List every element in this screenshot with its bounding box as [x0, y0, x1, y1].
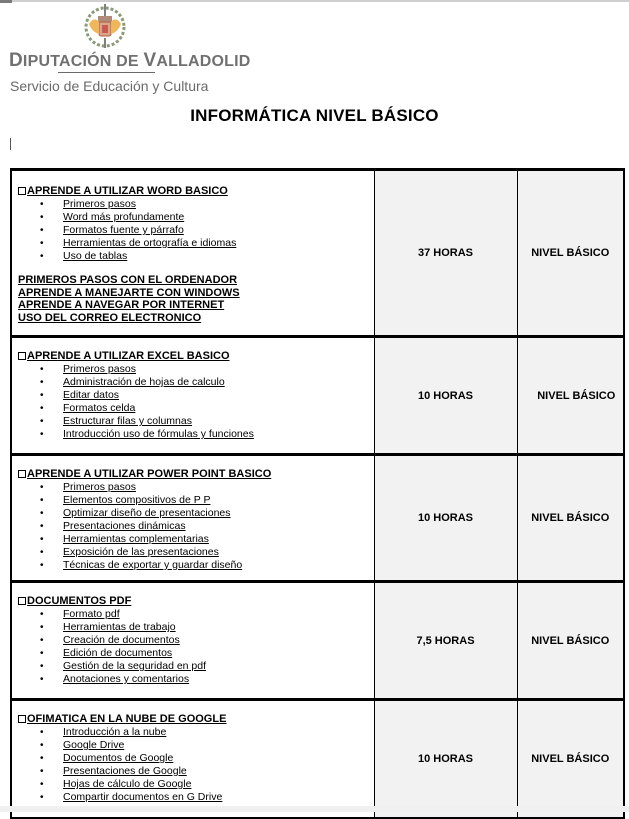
- checkbox-icon[interactable]: [18, 352, 26, 360]
- bullet-icon: •: [40, 403, 44, 414]
- bullet-icon: •: [40, 482, 44, 493]
- topic-list: [18, 481, 368, 572]
- bullet-icon: •: [40, 622, 44, 633]
- course-title-text: APRENDE A UTILIZAR WORD BASICO: [27, 185, 228, 197]
- topic-item: [18, 546, 368, 559]
- topic-item: [18, 224, 368, 237]
- bullet-icon: •: [40, 429, 44, 440]
- bullet-icon: •: [40, 766, 44, 777]
- topic-label: Creación de documentos: [63, 634, 180, 646]
- checkbox-icon[interactable]: [18, 715, 26, 723]
- topic-label: Documentos de Google: [63, 752, 174, 764]
- organization-name: [9, 50, 251, 72]
- topic-item: [18, 415, 368, 428]
- topic-item: [18, 533, 368, 546]
- checkbox-icon[interactable]: [18, 470, 26, 478]
- topic-label: Editar datos: [63, 389, 120, 401]
- topic-item: [18, 778, 368, 791]
- topic-label: Presentaciones dinámicas: [63, 520, 186, 532]
- course-hours: 10 HORAS: [374, 455, 517, 582]
- topic-item: [18, 507, 368, 520]
- bullet-icon: •: [40, 377, 44, 388]
- topic-item: [18, 402, 368, 415]
- topic-label: Administración de hojas de calculo: [63, 376, 225, 388]
- course-row: [11, 700, 624, 818]
- topic-item: [18, 660, 368, 673]
- course-row: [11, 170, 624, 337]
- bullet-icon: •: [40, 251, 44, 262]
- topic-label: Primeros pasos: [63, 198, 136, 210]
- bullet-icon: •: [40, 779, 44, 790]
- topic-item: [18, 363, 368, 376]
- extra-topics: [18, 274, 368, 324]
- topic-label: Formatos celda: [63, 402, 136, 414]
- topic-item: [18, 634, 368, 647]
- topic-label: Formato pdf: [63, 608, 120, 620]
- topic-label: Introducción uso de fórmulas y funciones: [63, 428, 254, 440]
- topic-label: Edición de documentos: [63, 647, 173, 659]
- topic-label: Gestión de la seguridad en pdf: [63, 660, 207, 672]
- extra-topic-item: PRIMEROS PASOS CON EL ORDENADOR: [18, 274, 238, 286]
- coat-of-arms-icon: [82, 2, 128, 50]
- topic-item: [18, 765, 368, 778]
- org-name-part1: IPUTACIÓN DE: [22, 53, 144, 70]
- bullet-icon: •: [40, 416, 44, 427]
- course-title: [18, 468, 368, 480]
- topic-label: Anotaciones y comentarios: [63, 673, 190, 685]
- checkbox-icon[interactable]: [18, 187, 26, 195]
- course-description-cell: [11, 337, 374, 455]
- course-row: [11, 337, 624, 455]
- topic-item: [18, 520, 368, 533]
- topic-item: [18, 608, 368, 621]
- topic-label: Hojas de cálculo de Google: [63, 778, 192, 790]
- topic-label: Primeros pasos: [63, 363, 136, 375]
- topic-item: [18, 647, 368, 660]
- bullet-icon: •: [40, 661, 44, 672]
- extra-topic-item: USO DEL CORREO ELECTRONICO: [18, 311, 202, 324]
- checkbox-icon[interactable]: [18, 597, 26, 605]
- topic-item: [18, 791, 368, 804]
- topic-label: Uso de tablas: [63, 250, 128, 262]
- course-row: [11, 455, 624, 582]
- course-title: [18, 713, 368, 725]
- extra-topic-item: APRENDE A NAVEGAR POR INTERNET: [18, 299, 225, 311]
- topic-label: Herramientas de trabajo: [63, 621, 176, 633]
- topic-label: Introducción a la nube: [63, 726, 167, 738]
- bullet-icon: •: [40, 648, 44, 659]
- course-level: NIVEL BÁSICO: [517, 455, 624, 582]
- page-bottom-edge: [0, 806, 629, 812]
- org-initial-d: D: [9, 50, 23, 71]
- topic-label: Presentaciones de Google: [63, 765, 187, 777]
- bullet-icon: •: [40, 521, 44, 532]
- topic-list: [18, 363, 368, 441]
- course-title: [18, 350, 368, 362]
- org-initial-v: V: [143, 50, 157, 71]
- course-description-cell: [11, 582, 374, 700]
- course-title-text: DOCUMENTOS PDF: [27, 595, 132, 607]
- topic-item: [18, 250, 368, 263]
- course-hours: 10 HORAS: [374, 337, 517, 455]
- bullet-icon: •: [40, 727, 44, 738]
- course-title-text: OFIMATICA EN LA NUBE DE GOOGLE: [27, 713, 227, 725]
- topic-item: [18, 559, 368, 572]
- topic-label: Estructurar filas y columnas: [63, 415, 192, 427]
- course-level: NIVEL BÁSICO: [517, 700, 624, 818]
- topic-item: [18, 739, 368, 752]
- bullet-icon: •: [40, 199, 44, 210]
- topic-item: [18, 673, 368, 686]
- bullet-icon: •: [40, 225, 44, 236]
- topic-item: [18, 752, 368, 765]
- topic-label: Compartir documentos en G Drive: [63, 791, 223, 803]
- text-cursor[interactable]: [10, 138, 11, 150]
- topic-label: Optimizar diseño de presentaciones: [63, 507, 231, 519]
- course-level: NIVEL BÁSICO: [517, 170, 624, 337]
- courses-table: [10, 168, 625, 819]
- topic-label: Herramientas complementarias: [63, 533, 209, 545]
- topic-item: [18, 376, 368, 389]
- topic-item: [18, 389, 368, 402]
- topic-label: Word más profundamente: [63, 211, 185, 223]
- course-description-cell: [11, 700, 374, 818]
- topic-label: Primeros pasos: [63, 481, 136, 493]
- topic-item: [18, 494, 368, 507]
- bullet-icon: •: [40, 609, 44, 620]
- course-level: NIVEL BÁSICO: [517, 582, 624, 700]
- bullet-icon: •: [40, 740, 44, 751]
- bullet-icon: •: [40, 560, 44, 571]
- bullet-icon: •: [40, 364, 44, 375]
- bullet-icon: •: [40, 635, 44, 646]
- course-description-cell: [11, 455, 374, 582]
- topic-item: [18, 481, 368, 494]
- topic-label: Formatos fuente y párrafo: [63, 224, 184, 236]
- bullet-icon: •: [40, 508, 44, 519]
- topic-item: [18, 621, 368, 634]
- bullet-icon: •: [40, 390, 44, 401]
- bullet-icon: •: [40, 212, 44, 223]
- course-row: [11, 582, 624, 700]
- bullet-icon: •: [40, 495, 44, 506]
- course-title: [18, 595, 368, 607]
- document-title: INFORMÁTICA NIVEL BÁSICO: [190, 106, 439, 125]
- document-header: [0, 0, 629, 100]
- bullet-icon: •: [40, 674, 44, 685]
- course-level: NIVEL BÁSICO: [517, 337, 624, 455]
- course-description-cell: [11, 170, 374, 337]
- course-title: [18, 185, 368, 197]
- bullet-icon: •: [40, 534, 44, 545]
- topic-list: [18, 198, 368, 263]
- topic-item: [18, 726, 368, 739]
- topic-label: Herramientas de ortografía e idiomas: [63, 237, 237, 249]
- course-hours: 10 HORAS: [374, 700, 517, 818]
- topic-list: [18, 726, 368, 804]
- bullet-icon: •: [40, 753, 44, 764]
- bullet-icon: •: [40, 238, 44, 249]
- org-divider: [58, 72, 155, 73]
- topic-label: Elementos compositivos de P P: [63, 494, 211, 506]
- topic-item: [18, 237, 368, 250]
- topic-item: [18, 428, 368, 441]
- course-hours: 37 HORAS: [374, 170, 517, 337]
- topic-label: Técnicas de exportar y guardar diseño: [63, 559, 243, 571]
- topic-list: [18, 608, 368, 686]
- bullet-icon: •: [40, 792, 44, 803]
- org-name-part2: ALLADOLID: [156, 53, 251, 70]
- extra-topic-item: APRENDE A MANEJARTE CON WINDOWS: [18, 286, 240, 299]
- course-title-text: APRENDE A UTILIZAR EXCEL BASICO: [27, 350, 230, 362]
- topic-label: Exposición de las presentaciones: [63, 546, 219, 558]
- course-hours: 7,5 HORAS: [374, 582, 517, 700]
- bullet-icon: •: [40, 547, 44, 558]
- topic-item: [18, 211, 368, 224]
- topic-item: [18, 198, 368, 211]
- topic-label: Google Drive: [63, 739, 125, 751]
- organization-service: Servicio de Educación y Cultura: [10, 78, 209, 94]
- course-title-text: APRENDE A UTILIZAR POWER POINT BASICO: [27, 468, 272, 480]
